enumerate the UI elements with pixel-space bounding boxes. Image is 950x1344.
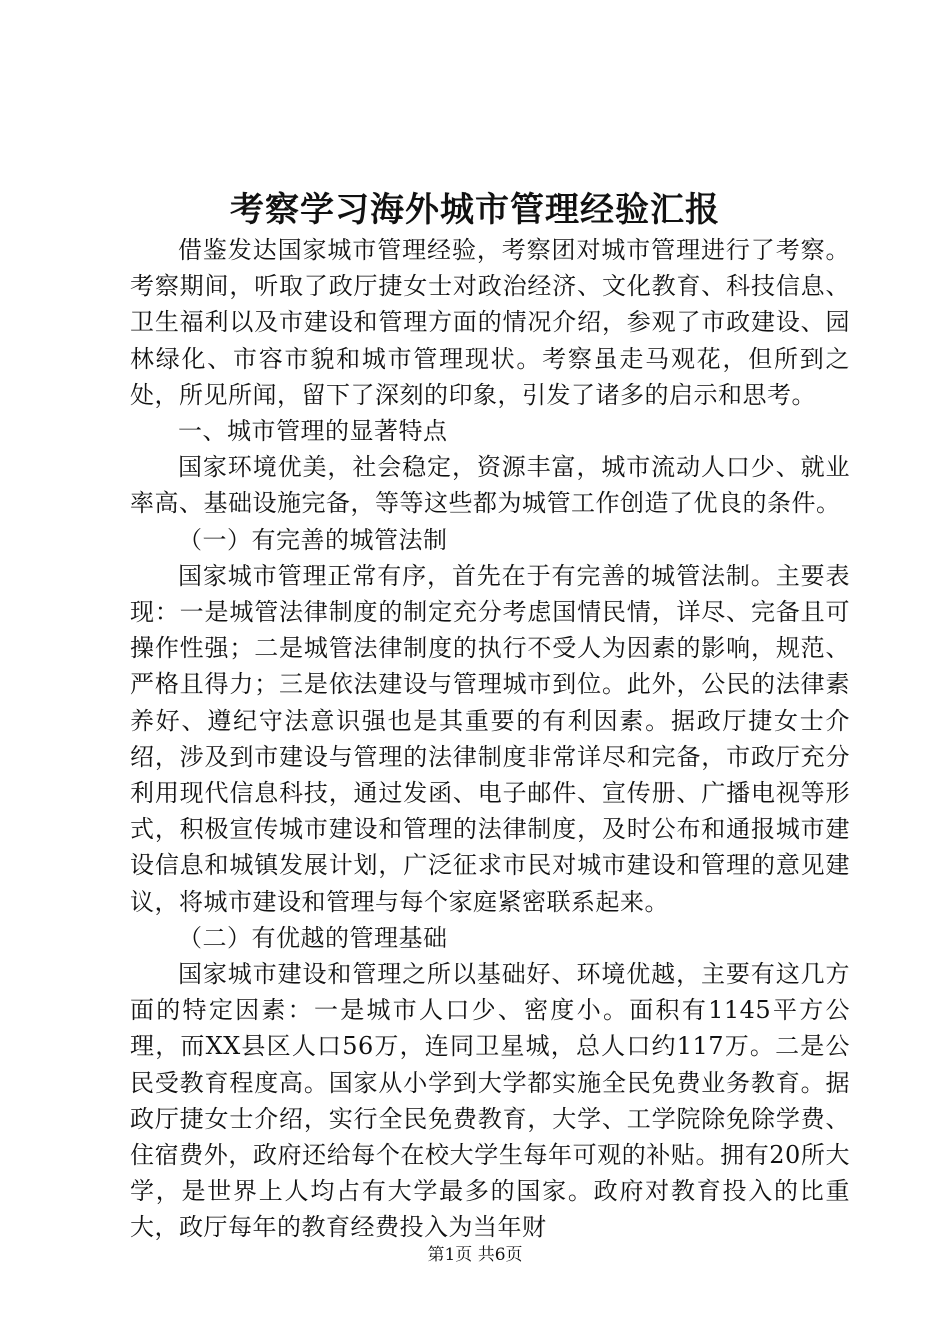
subsection-2-paragraph: 国家城市建设和管理之所以基础好、环境优越，主要有这几方面的特定因素：一是城市人口少、密度小。面积有1145平方公理，而XX县区人口56万，连同卫星城，总人口约117万。二是公民受教育程度高。国家从小学到大学都实施全民免费业务教育。据政厅捷女士介绍，实行全民免费教育，大学、工学院除免除学费、住宿费外，政府还给每个在校大学生每年可观的补贴。拥有20所大学，是世界上人均占有大学最多的国家。政府对教育投入的比重大，政厅每年的教育经费投入为当年财 xyxy=(130,960,850,1242)
subsection-heading-1: （一）有完善的城管法制 xyxy=(178,525,448,554)
section-heading-1: 一、城市管理的显著特点 xyxy=(178,417,448,446)
section-1-paragraph: 国家环境优美，社会稳定，资源丰富，城市流动人口少、就业率高、基础设施完备，等等这些都为城管工作创造了优良的条件。 xyxy=(130,453,850,518)
intro-paragraph: 借鉴发达国家城市管理经验，考察团对城市管理进行了考察。考察期间，听取了政厅捷女士对政治经济、文化教育、科技信息、卫生福利以及市建设和管理方面的情况介绍，参观了市政建设、园林绿化、市容市貌和城市管理现状。考察虽走马观花，但所到之处，所见所闻，留下了深刻的印象，引发了诸多的启示和思考。 xyxy=(130,236,850,409)
document-title: 考察学习海外城市管理经验汇报 xyxy=(230,190,720,230)
subsection-1-paragraph: 国家城市管理正常有序，首先在于有完善的城管法制。主要表现：一是城管法律制度的制定充分考虑国情民情，详尽、完备且可操作性强；二是城管法律制度的执行不受人为因素的影响，规范、严格且得力；三是依法建设与管理城市到位。此外，公民的法律素养好、遵纪守法意识强也是其重要的有利因素。据政厅捷女士介绍，涉及到市建设与管理的法律制度非常详尽和完备，市政厅充分利用现代信息科技，通过发函、电子邮件、宣传册、广播电视等形式，积极宣传城市建设和管理的法律制度，及时公布和通报城市建设信息和城镇发展计划，广泛征求市民对城市建设和管理的意见建议，将城市建设和管理与每个家庭紧密联系起来。 xyxy=(130,561,850,916)
subsection-heading-2: （二）有优越的管理基础 xyxy=(178,923,448,952)
document-body xyxy=(130,232,850,1246)
page-footer: 第1页 共6页 xyxy=(427,1245,523,1265)
